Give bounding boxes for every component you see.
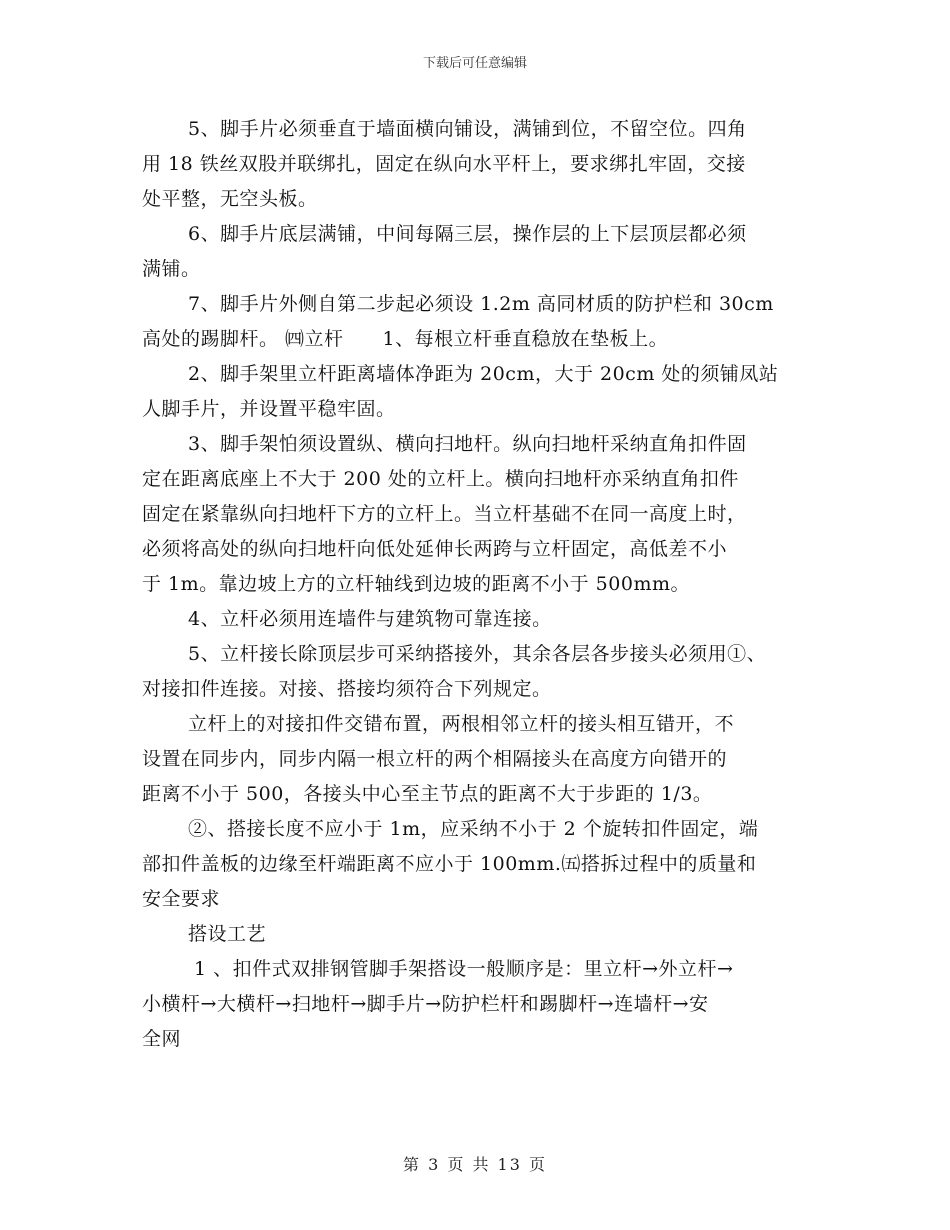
- text-line: ②、搭接长度不应小于 1m，应采纳不小于 2 个旋转扣件固定，端: [188, 818, 759, 840]
- text-line: 安全要求: [142, 888, 221, 910]
- text-line: 于 1m。靠边坡上方的立杆轴线到边坡的距离不小于 500mm。: [142, 573, 690, 595]
- text-line: 2、脚手架里立杆距离墙体净距为 20cm，大于 20cm 处的须铺凤站: [188, 363, 779, 385]
- text-line: 全网: [142, 1028, 182, 1050]
- page-header: 下载后可任意编辑: [422, 56, 527, 71]
- text-line: 设置在同步内，同步内隔一根立杆的两个相隔接头在高度方向错开的: [142, 748, 728, 770]
- text-line: 处平整，无空头板。: [142, 188, 318, 210]
- text-line: 搭设工艺: [188, 923, 267, 945]
- text-line: 1 、扣件式双排钢管脚手架搭设一般顺序是：里立杆→外立杆→: [194, 958, 734, 980]
- text-line: 7、脚手片外侧自第二步起必须设 1.2m 高同材质的防护栏和 30cm: [188, 293, 774, 315]
- text-line: 小横杆→大横杆→扫地杆→脚手片→防护栏杆和踢脚杆→连墙杆→安: [142, 993, 709, 1015]
- text-line: 固定在紧靠纵向扫地杆下方的立杆上。当立杆基础不在同一高度上时，: [142, 503, 747, 525]
- text-line: 5、立杆接长除顶层步可采纳搭接外，其余各层各步接头必须用①、: [188, 643, 767, 665]
- text-line: 3、脚手架怕须设置纵、横向扫地杆。纵向扫地杆采纳直角扣件固: [188, 433, 747, 455]
- text-line: 对接扣件连接。对接、搭接均须符合下列规定。: [142, 678, 552, 700]
- text-line: 定在距离底座上不大于 200 处的立杆上。横向扫地杆亦采纳直角扣件: [142, 468, 739, 490]
- text-line: 部扣件盖板的边缘至杆端距离不应小于 100mm.㈤搭拆过程中的质量和: [142, 853, 757, 875]
- text-line: 6、脚手片底层满铺，中间每隔三层，操作层的上下层顶层都必须: [188, 223, 747, 245]
- text-line: 距离不小于 500，各接头中心至主节点的距离不大于步距的 1/3。: [142, 783, 713, 805]
- text-line: 满铺。: [142, 258, 201, 280]
- text-line: 人脚手片，并设置平稳牢固。: [142, 398, 396, 420]
- text-line: 5、脚手片必须垂直于墙面横向铺设，满铺到位，不留空位。四角: [188, 118, 747, 140]
- text-line: 4、立杆必须用连墙件与建筑物可靠连接。: [188, 608, 552, 630]
- text-line: 立杆上的对接扣件交错布置，两根相邻立杆的接头相互错开，不: [188, 713, 735, 735]
- text-line: 用 18 铁丝双股并联绑扎，固定在纵向水平杆上，要求绑扎牢固，交接: [142, 153, 746, 175]
- text-line: 高处的踢脚杆。 ㈣立杆 1、每根立杆垂直稳放在垫板上。: [142, 328, 669, 350]
- document-body: [142, 112, 807, 1057]
- text-line: 必须将高处的纵向扫地杆向低处延伸长两跨与立杆固定，高低差不小: [142, 538, 728, 560]
- page-footer: 第 3 页 共 13 页: [403, 1155, 547, 1174]
